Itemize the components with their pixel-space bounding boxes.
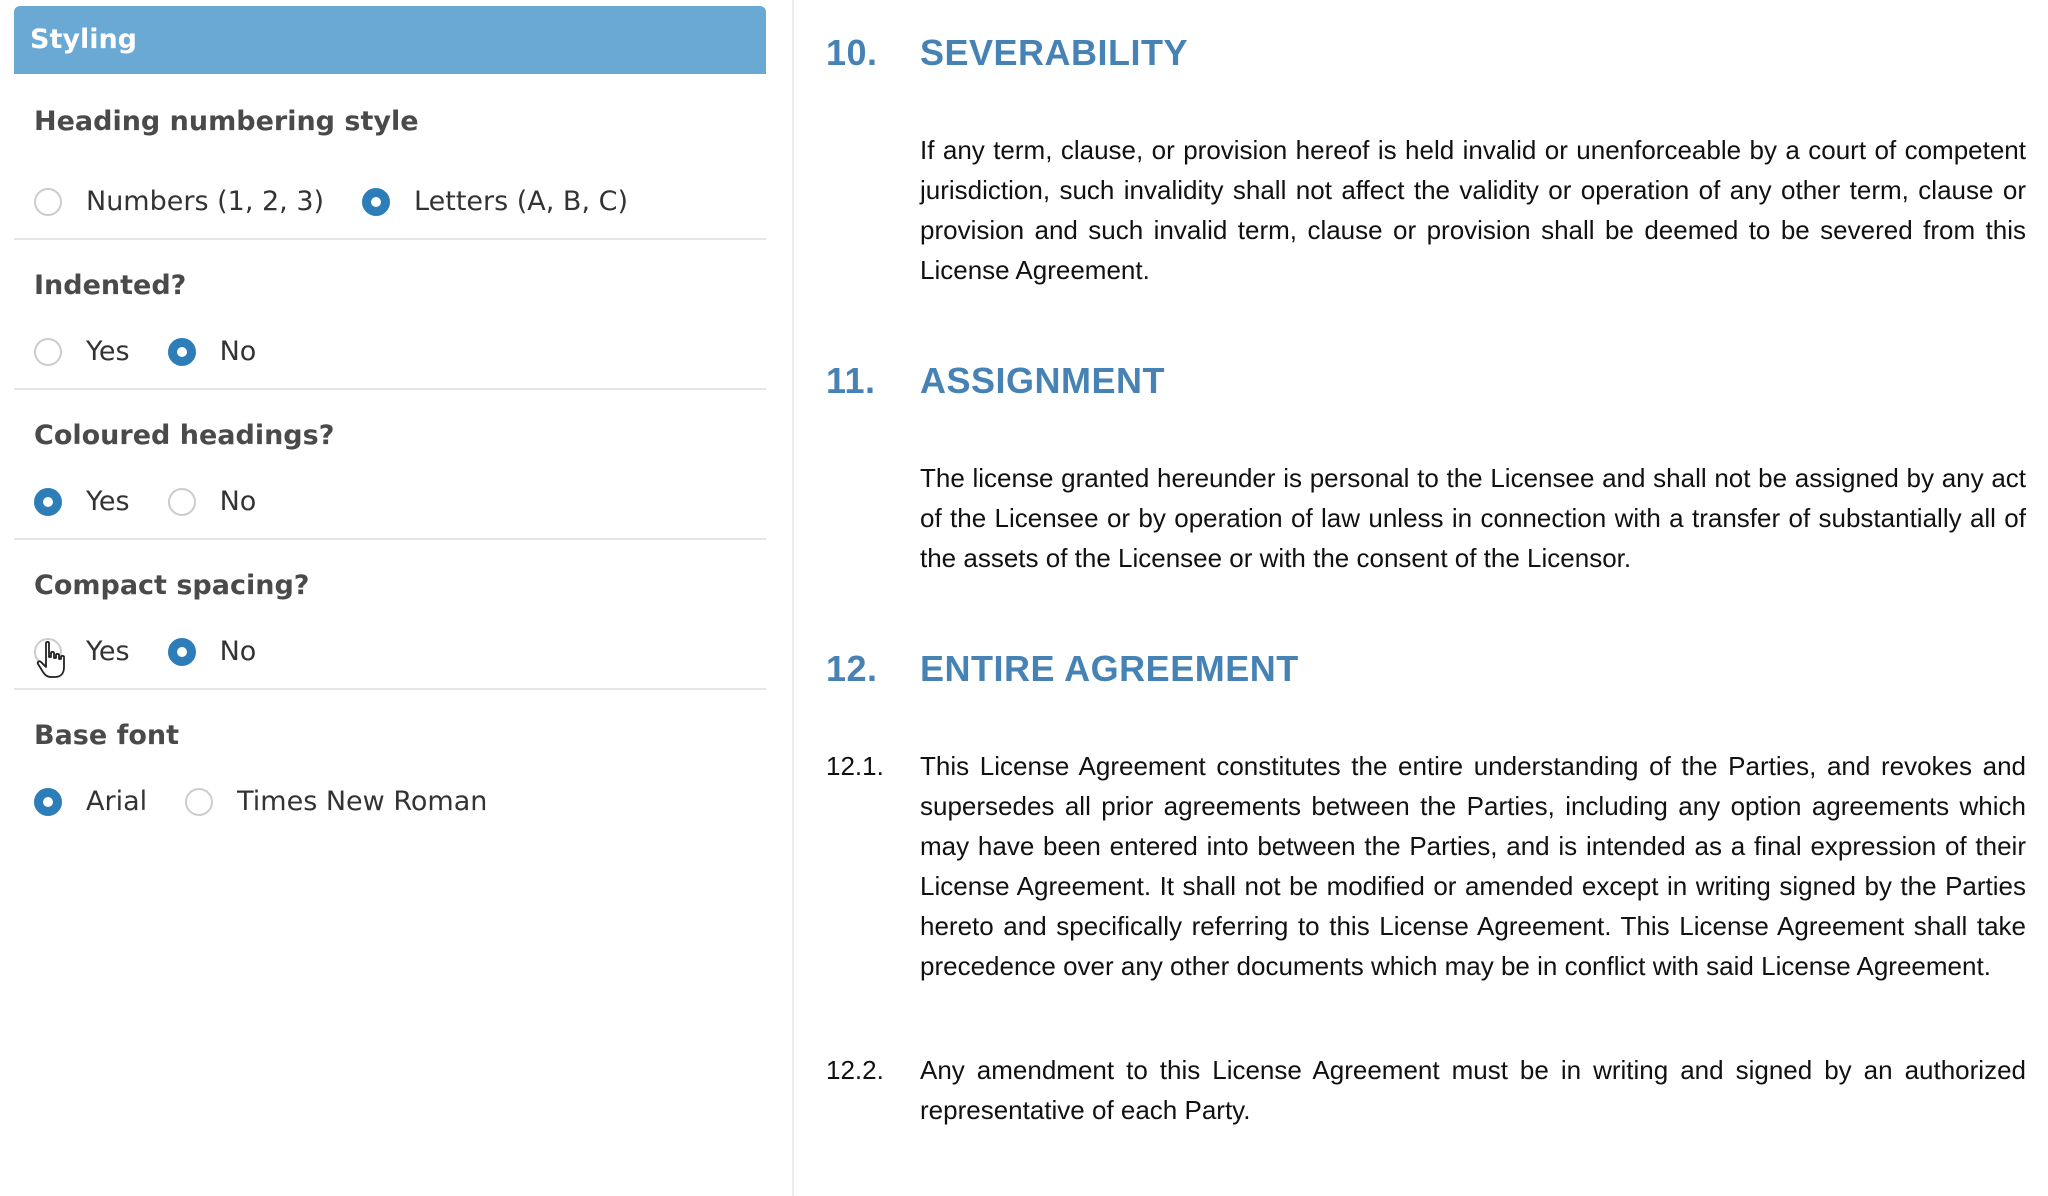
radio-unchecked-icon[interactable] xyxy=(185,788,213,816)
radio-checked-icon[interactable] xyxy=(168,638,196,666)
clause-item xyxy=(826,1050,2026,1130)
section-title: SEVERABILITY xyxy=(920,32,1189,73)
radio-group xyxy=(34,786,525,817)
radio-group xyxy=(34,336,294,367)
section-number: 12. xyxy=(826,648,878,689)
group-title: Compact spacing? xyxy=(34,570,310,601)
radio-option-no[interactable] xyxy=(168,636,257,667)
radio-option-no[interactable] xyxy=(168,486,257,517)
radio-group xyxy=(34,636,294,667)
radio-label: No xyxy=(219,336,257,367)
group-title: Indented? xyxy=(34,270,187,301)
radio-option-yes[interactable] xyxy=(34,486,130,517)
radio-unchecked-icon[interactable] xyxy=(34,188,62,216)
base-font-group xyxy=(14,690,766,840)
section-paragraph: The license granted hereunder is personal to the Licensee and shall not be assigned by any act of the Licensee or by operation of law unless in connection with a transfer of substantially all of the assets of the Licensee or with the consent of the Licensor. xyxy=(920,463,2026,573)
radio-checked-icon[interactable] xyxy=(362,188,390,216)
panel-divider xyxy=(792,0,794,1196)
group-title: Base font xyxy=(34,720,180,751)
radio-checked-icon[interactable] xyxy=(34,488,62,516)
styling-panel xyxy=(14,6,766,1186)
section-number: 11. xyxy=(826,360,876,401)
indented-group xyxy=(14,240,766,390)
radio-checked-icon[interactable] xyxy=(34,788,62,816)
clause-number: 12.2. xyxy=(826,1055,884,1085)
clause-item xyxy=(826,746,2026,986)
radio-group xyxy=(34,186,666,217)
section-title: ASSIGNMENT xyxy=(920,360,1166,401)
radio-label: Numbers (1, 2, 3) xyxy=(86,186,325,217)
radio-label: No xyxy=(219,486,257,517)
radio-label: Yes xyxy=(86,486,130,517)
section-heading xyxy=(826,32,1188,74)
radio-label: Times New Roman xyxy=(237,786,488,817)
radio-label: Yes xyxy=(86,636,130,667)
heading-numbering-group xyxy=(14,74,766,240)
radio-option-numbers[interactable] xyxy=(34,186,324,217)
group-title: Coloured headings? xyxy=(34,420,335,451)
radio-unchecked-icon[interactable] xyxy=(168,488,196,516)
radio-option-no[interactable] xyxy=(168,336,257,367)
clause-number: 12.1. xyxy=(826,751,884,781)
radio-group xyxy=(34,486,294,517)
section-heading xyxy=(826,648,1299,690)
radio-unchecked-icon[interactable] xyxy=(34,338,62,366)
radio-label: Letters (A, B, C) xyxy=(414,186,629,217)
section-number: 10. xyxy=(826,32,878,73)
section-paragraph: If any term, clause, or provision hereof is held invalid or unenforceable by a court of competent jurisdiction, such invalidity shall not affect the validity or operation of any other term, clause or provision and such invalid term, clause or provision shall be deemed to be severed from this License Agreement. xyxy=(920,135,2026,285)
compact-spacing-group xyxy=(14,540,766,690)
section-heading xyxy=(826,360,1165,402)
panel-title: Styling xyxy=(14,6,766,74)
clause-text: This License Agreement constitutes the entire understanding of the Parties, and revokes and supersedes all prior agreements between the Parties, including any option agreements which may have been entered into between the Parties, and is intended as a final expression of their License Agreement. It shall not be modified or amended except in writing signed by the Parties hereto and specifically referring to this License Agreement. This License Agreement shall take precedence over any other documents which may be in conflict with said License Agreement. xyxy=(920,751,2026,981)
radio-label: Arial xyxy=(86,786,148,817)
radio-label: Yes xyxy=(86,336,130,367)
radio-label: No xyxy=(219,636,257,667)
radio-option-times-new-roman[interactable] xyxy=(185,786,487,817)
coloured-headings-group xyxy=(14,390,766,540)
hand-cursor-icon xyxy=(35,640,69,680)
section-title: ENTIRE AGREEMENT xyxy=(920,648,1299,689)
group-title: Heading numbering style xyxy=(34,106,419,137)
radio-checked-icon[interactable] xyxy=(168,338,196,366)
clause-text: Any amendment to this License Agreement must be in writing and signed by an authorized representative of each Party. xyxy=(920,1055,2026,1125)
radio-option-arial[interactable] xyxy=(34,786,147,817)
radio-option-letters[interactable] xyxy=(362,186,628,217)
radio-option-yes[interactable] xyxy=(34,336,130,367)
